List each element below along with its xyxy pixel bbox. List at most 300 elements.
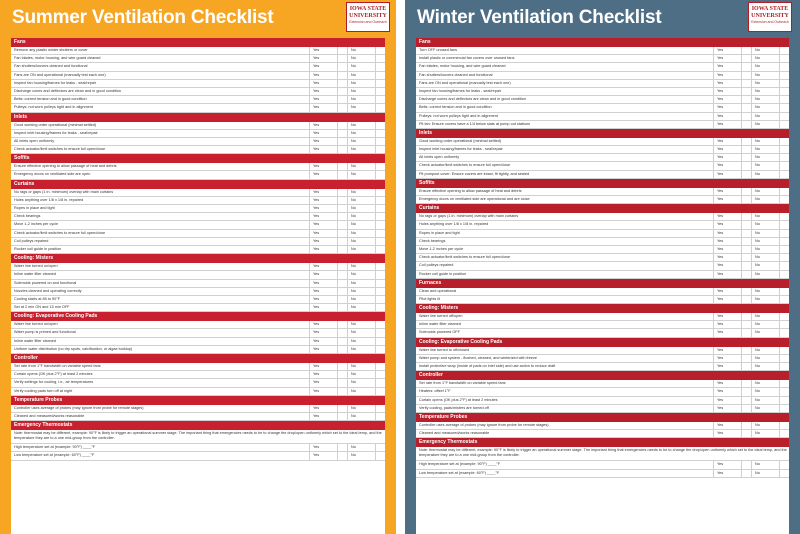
- checklist-item-text: Set rate from 1°F bandwidth on variable speed fans: [14, 364, 101, 368]
- no-checkbox[interactable]: [779, 196, 789, 203]
- yes-checkbox[interactable]: [337, 329, 347, 336]
- no-checkbox[interactable]: [375, 104, 385, 111]
- yes-checkbox[interactable]: [741, 80, 751, 87]
- yes-checkbox[interactable]: [741, 347, 751, 354]
- no-checkbox[interactable]: [375, 197, 385, 204]
- yes-label: Yes: [713, 254, 741, 261]
- no-checkbox[interactable]: [779, 246, 789, 253]
- no-checkbox[interactable]: [375, 72, 385, 79]
- no-checkbox[interactable]: [375, 288, 385, 295]
- checklist-item-text: Cleaned and measured/works reasonable: [14, 413, 85, 418]
- no-checkbox[interactable]: [779, 96, 789, 103]
- yes-label: Yes: [309, 271, 337, 278]
- no-checkbox[interactable]: [779, 113, 789, 120]
- no-checkbox[interactable]: [375, 296, 385, 303]
- section-heading: Fans: [11, 38, 385, 47]
- checklist-item-text: Install protective wrap (inside of pads on inlet side) and use action to reduce draft: [419, 364, 556, 368]
- yes-checkbox[interactable]: [741, 188, 751, 195]
- yes-label: Yes: [713, 113, 741, 120]
- yes-checkbox[interactable]: [337, 163, 347, 170]
- no-checkbox[interactable]: [375, 405, 385, 412]
- yes-checkbox[interactable]: [337, 413, 347, 420]
- checklist-row: [11, 47, 385, 55]
- yes-checkbox[interactable]: [337, 280, 347, 287]
- checklist-item-text: Curtain opens (OK plus 2°F) at least 2 minutes: [419, 397, 498, 402]
- yes-checkbox[interactable]: [337, 189, 347, 196]
- no-label: No: [347, 104, 375, 111]
- no-checkbox[interactable]: [375, 346, 385, 353]
- yes-checkbox[interactable]: [337, 304, 347, 311]
- yes-checkbox[interactable]: [337, 104, 347, 111]
- no-label: No: [347, 130, 375, 137]
- checklist-item-text: Water line turned on/open: [14, 264, 58, 269]
- yes-checkbox[interactable]: [337, 55, 347, 62]
- no-checkbox[interactable]: [779, 63, 789, 70]
- no-checkbox[interactable]: [375, 88, 385, 95]
- checklist-row: [416, 405, 789, 413]
- yes-checkbox[interactable]: [741, 238, 751, 245]
- no-checkbox[interactable]: [779, 388, 789, 395]
- section-heading: Soffits: [11, 154, 385, 163]
- no-checkbox[interactable]: [375, 55, 385, 62]
- yes-checkbox[interactable]: [337, 246, 347, 253]
- no-checkbox[interactable]: [375, 96, 385, 103]
- no-checkbox[interactable]: [779, 397, 789, 404]
- no-checkbox[interactable]: [375, 444, 385, 451]
- checklist-item-text: Holes anything over 1/8 x 1/8 in. repaired: [14, 197, 84, 202]
- no-checkbox[interactable]: [375, 138, 385, 145]
- no-label: No: [347, 96, 375, 103]
- no-checkbox[interactable]: [375, 213, 385, 220]
- checklist-row: [416, 288, 789, 296]
- no-checkbox[interactable]: [779, 230, 789, 237]
- no-label: No: [751, 296, 779, 303]
- no-label: No: [751, 380, 779, 387]
- no-checkbox[interactable]: [779, 104, 789, 111]
- no-label: No: [347, 213, 375, 220]
- no-checkbox[interactable]: [375, 321, 385, 328]
- no-label: No: [347, 63, 375, 70]
- no-checkbox[interactable]: [375, 280, 385, 287]
- yes-label: Yes: [309, 321, 337, 328]
- yes-label: Yes: [309, 363, 337, 370]
- no-checkbox[interactable]: [375, 238, 385, 245]
- no-checkbox[interactable]: [779, 213, 789, 220]
- checklist-item-text: Inspect fan housing/frames for leaks - seal/repair: [419, 88, 502, 93]
- checklist-item-text: Fan shutters/louvers cleaned and functional: [14, 64, 88, 69]
- checklist-item-text: Emergency doors on ventilated side are open: [14, 172, 91, 177]
- no-label: No: [751, 96, 779, 103]
- no-checkbox[interactable]: [779, 80, 789, 87]
- yes-label: Yes: [713, 47, 741, 54]
- checklist-row: [11, 271, 385, 279]
- yes-label: Yes: [309, 304, 337, 311]
- no-checkbox[interactable]: [375, 271, 385, 278]
- checklist-item-text: Pit fan: Ensure covers have a 1/4 below slats at pump out stations: [419, 121, 531, 126]
- yes-checkbox[interactable]: [337, 452, 347, 459]
- yes-checkbox[interactable]: [337, 96, 347, 103]
- no-checkbox[interactable]: [779, 405, 789, 412]
- no-label: No: [751, 171, 779, 178]
- checklist-row: [11, 405, 385, 413]
- no-checkbox[interactable]: [779, 146, 789, 153]
- no-checkbox[interactable]: [779, 329, 789, 336]
- yes-checkbox[interactable]: [741, 138, 751, 145]
- checklist-row: [416, 262, 789, 270]
- yes-checkbox[interactable]: [337, 363, 347, 370]
- yes-label: Yes: [309, 96, 337, 103]
- yes-checkbox[interactable]: [741, 254, 751, 261]
- yes-checkbox[interactable]: [337, 321, 347, 328]
- no-checkbox[interactable]: [375, 63, 385, 70]
- yes-checkbox[interactable]: [337, 271, 347, 278]
- no-label: No: [347, 321, 375, 328]
- note-text: Note: thermostat may be different, example: 90°F is likely to trigger an operational summer stage. The important thing that emergencies needs to be to change the drop/open uniformly which set to the ideal temp, and the temperature they are to a one mid-group from the controller.: [419, 448, 787, 457]
- no-checkbox[interactable]: [779, 347, 789, 354]
- no-checkbox[interactable]: [779, 138, 789, 145]
- no-label: No: [347, 388, 375, 395]
- checklist-item-text: Solenoids powered OFF: [419, 330, 460, 335]
- checklist-row: [11, 63, 385, 71]
- checklist-row: [416, 55, 789, 63]
- yes-checkbox[interactable]: [741, 461, 751, 468]
- checklist-row: [416, 113, 789, 121]
- no-label: No: [347, 379, 375, 386]
- no-label: No: [347, 371, 375, 378]
- checklist-row: [11, 55, 385, 63]
- yes-checkbox[interactable]: [337, 296, 347, 303]
- checklist-item-text: Turn OFF unused fans: [419, 48, 458, 52]
- no-label: No: [751, 288, 779, 295]
- yes-checkbox[interactable]: [741, 96, 751, 103]
- yes-checkbox[interactable]: [337, 379, 347, 386]
- checklist-row: [416, 380, 789, 388]
- no-label: No: [751, 80, 779, 87]
- yes-checkbox[interactable]: [337, 444, 347, 451]
- yes-label: Yes: [713, 188, 741, 195]
- no-checkbox[interactable]: [375, 47, 385, 54]
- section-heading: Curtains: [11, 180, 385, 189]
- checklist-item-text: Inline water filter cleaned: [419, 322, 461, 327]
- yes-label: Yes: [309, 379, 337, 386]
- checklist-row: [11, 296, 385, 304]
- yes-label: Yes: [309, 205, 337, 212]
- yes-checkbox[interactable]: [337, 230, 347, 237]
- yes-checkbox[interactable]: [741, 329, 751, 336]
- no-checkbox[interactable]: [375, 130, 385, 137]
- yes-checkbox[interactable]: [337, 238, 347, 245]
- checklist-row: [416, 397, 789, 405]
- no-checkbox[interactable]: [779, 171, 789, 178]
- winter-checklist-page: [405, 0, 800, 534]
- no-label: No: [751, 347, 779, 354]
- no-checkbox[interactable]: [779, 72, 789, 79]
- yes-label: Yes: [713, 196, 741, 203]
- yes-checkbox[interactable]: [337, 122, 347, 129]
- no-checkbox[interactable]: [779, 313, 789, 320]
- no-checkbox[interactable]: [779, 162, 789, 169]
- yes-checkbox[interactable]: [337, 221, 347, 228]
- checklist-row: [11, 130, 385, 138]
- checklist-row: [11, 371, 385, 379]
- yes-checkbox[interactable]: [337, 388, 347, 395]
- no-checkbox[interactable]: [779, 238, 789, 245]
- yes-checkbox[interactable]: [741, 313, 751, 320]
- yes-checkbox[interactable]: [337, 146, 347, 153]
- checklist-row: [416, 138, 789, 146]
- checklist-item-text: Coil pulleys repaired: [419, 263, 454, 268]
- yes-label: Yes: [713, 121, 741, 128]
- yes-checkbox[interactable]: [741, 230, 751, 237]
- no-label: No: [751, 262, 779, 269]
- yes-checkbox[interactable]: [741, 154, 751, 161]
- no-checkbox[interactable]: [779, 470, 789, 477]
- no-checkbox[interactable]: [779, 321, 789, 328]
- yes-checkbox[interactable]: [741, 104, 751, 111]
- checklist-row: [416, 321, 789, 329]
- no-checkbox[interactable]: [375, 246, 385, 253]
- yes-checkbox[interactable]: [337, 130, 347, 137]
- yes-label: Yes: [309, 221, 337, 228]
- yes-checkbox[interactable]: [741, 72, 751, 79]
- yes-checkbox[interactable]: [741, 88, 751, 95]
- checklist-item-text: Controller uses average of probes (may ignore from probe for remote stages): [14, 405, 144, 410]
- section-heading: Temperature Probes: [416, 413, 789, 422]
- yes-label: Yes: [713, 88, 741, 95]
- checklist-item-text: Belts: correct tension and in good condition: [14, 97, 87, 102]
- checklist-item-text: Fans are ON and operational (manually test each one): [419, 80, 511, 85]
- checklist-row: [416, 80, 789, 88]
- section-heading: Inlets: [11, 113, 385, 122]
- yes-label: Yes: [713, 213, 741, 220]
- yes-checkbox[interactable]: [741, 213, 751, 220]
- checklist-row: [416, 430, 789, 438]
- yes-checkbox[interactable]: [741, 470, 751, 477]
- checklist-item-text: All inlets open uniformly: [419, 155, 460, 160]
- yes-checkbox[interactable]: [337, 346, 347, 353]
- no-checkbox[interactable]: [375, 163, 385, 170]
- checklist-item-text: Heaters: offset 1°F: [419, 389, 451, 394]
- checklist-row: [416, 146, 789, 154]
- no-checkbox[interactable]: [375, 171, 385, 178]
- yes-checkbox[interactable]: [741, 288, 751, 295]
- yes-checkbox[interactable]: [741, 388, 751, 395]
- no-checkbox[interactable]: [375, 329, 385, 336]
- no-label: No: [751, 271, 779, 278]
- no-checkbox[interactable]: [375, 263, 385, 270]
- checklist-item-text: Water line turned off/open: [419, 314, 463, 319]
- no-checkbox[interactable]: [779, 88, 789, 95]
- checklist-row: [416, 254, 789, 262]
- yes-label: Yes: [713, 262, 741, 269]
- yes-label: Yes: [309, 329, 337, 336]
- no-checkbox[interactable]: [375, 230, 385, 237]
- no-label: No: [347, 304, 375, 311]
- no-label: No: [751, 405, 779, 412]
- checklist-row: [11, 122, 385, 130]
- yes-label: Yes: [309, 452, 337, 459]
- checklist-item-text: Ropes in place and tight: [14, 206, 55, 210]
- yes-checkbox[interactable]: [741, 380, 751, 387]
- no-label: No: [751, 213, 779, 220]
- checklist-row: [416, 422, 789, 430]
- checklist-row: [416, 470, 789, 478]
- no-checkbox[interactable]: [375, 189, 385, 196]
- logo-line: IOWA STATE: [751, 6, 789, 12]
- no-label: No: [347, 171, 375, 178]
- yes-checkbox[interactable]: [741, 121, 751, 128]
- no-checkbox[interactable]: [375, 371, 385, 378]
- yes-checkbox[interactable]: [337, 338, 347, 345]
- no-checkbox[interactable]: [375, 80, 385, 87]
- yes-checkbox[interactable]: [741, 47, 751, 54]
- no-checkbox[interactable]: [779, 355, 789, 362]
- section-heading: Fans: [416, 38, 789, 47]
- no-checkbox[interactable]: [779, 55, 789, 62]
- no-checkbox[interactable]: [779, 296, 789, 303]
- yes-checkbox[interactable]: [741, 271, 751, 278]
- no-checkbox[interactable]: [779, 380, 789, 387]
- no-checkbox[interactable]: [375, 363, 385, 370]
- section-note: [11, 430, 385, 444]
- no-checkbox[interactable]: [779, 422, 789, 429]
- no-checkbox[interactable]: [779, 121, 789, 128]
- checklist-item-text: Clean and operational: [419, 288, 457, 293]
- yes-checkbox[interactable]: [741, 397, 751, 404]
- yes-checkbox[interactable]: [741, 63, 751, 70]
- checklist-row: [416, 63, 789, 71]
- no-checkbox[interactable]: [375, 122, 385, 129]
- yes-label: Yes: [713, 171, 741, 178]
- no-checkbox[interactable]: [779, 461, 789, 468]
- checklist-item-text: Discharge cones and deflectors are clean and in good condition: [419, 97, 527, 102]
- yes-label: Yes: [713, 221, 741, 228]
- yes-checkbox[interactable]: [337, 63, 347, 70]
- yes-label: Yes: [713, 55, 741, 62]
- checklist-row: [416, 162, 789, 170]
- no-checkbox[interactable]: [779, 254, 789, 261]
- yes-checkbox[interactable]: [337, 197, 347, 204]
- no-checkbox[interactable]: [375, 146, 385, 153]
- yes-checkbox[interactable]: [337, 371, 347, 378]
- no-checkbox[interactable]: [779, 271, 789, 278]
- no-checkbox[interactable]: [779, 288, 789, 295]
- no-checkbox[interactable]: [375, 452, 385, 459]
- no-label: No: [751, 104, 779, 111]
- yes-checkbox[interactable]: [337, 47, 347, 54]
- yes-checkbox[interactable]: [337, 288, 347, 295]
- checklist-row: [416, 88, 789, 96]
- yes-label: Yes: [713, 422, 741, 429]
- page-title: Summer Ventilation Checklist: [12, 7, 274, 28]
- checklist-row: [11, 80, 385, 88]
- yes-checkbox[interactable]: [337, 205, 347, 212]
- yes-label: Yes: [309, 213, 337, 220]
- checklist-row: [11, 197, 385, 205]
- checklist-item-text: Install plastic or commercial fan covers over unused fans: [419, 56, 515, 61]
- yes-label: Yes: [713, 146, 741, 153]
- yes-checkbox[interactable]: [741, 196, 751, 203]
- yes-checkbox[interactable]: [741, 363, 751, 370]
- yes-checkbox[interactable]: [741, 430, 751, 437]
- no-checkbox[interactable]: [375, 379, 385, 386]
- checklist-item-text: Fans are ON and operational (manually test each one): [14, 72, 106, 77]
- no-checkbox[interactable]: [779, 221, 789, 228]
- logo-line: Extension and Outreach: [349, 20, 387, 24]
- no-label: No: [751, 72, 779, 79]
- yes-label: Yes: [309, 280, 337, 287]
- no-checkbox[interactable]: [779, 262, 789, 269]
- yes-checkbox[interactable]: [741, 405, 751, 412]
- no-checkbox[interactable]: [375, 205, 385, 212]
- yes-checkbox[interactable]: [741, 321, 751, 328]
- yes-checkbox[interactable]: [337, 80, 347, 87]
- no-checkbox[interactable]: [375, 413, 385, 420]
- no-label: No: [751, 461, 779, 468]
- yes-label: Yes: [309, 246, 337, 253]
- no-checkbox[interactable]: [375, 304, 385, 311]
- university-logo: [748, 2, 792, 32]
- yes-checkbox[interactable]: [337, 263, 347, 270]
- yes-checkbox[interactable]: [741, 262, 751, 269]
- yes-checkbox[interactable]: [337, 405, 347, 412]
- no-label: No: [347, 444, 375, 451]
- no-checkbox[interactable]: [779, 188, 789, 195]
- yes-checkbox[interactable]: [741, 246, 751, 253]
- no-checkbox[interactable]: [779, 47, 789, 54]
- no-checkbox[interactable]: [779, 363, 789, 370]
- checklist-item-text: Water line turned on/open: [14, 322, 58, 327]
- no-label: No: [751, 430, 779, 437]
- yes-label: Yes: [309, 146, 337, 153]
- yes-label: Yes: [713, 288, 741, 295]
- no-checkbox[interactable]: [375, 338, 385, 345]
- yes-checkbox[interactable]: [337, 72, 347, 79]
- section-heading: Curtains: [416, 204, 789, 213]
- yes-checkbox[interactable]: [741, 221, 751, 228]
- yes-checkbox[interactable]: [741, 355, 751, 362]
- no-checkbox[interactable]: [375, 388, 385, 395]
- yes-checkbox[interactable]: [337, 171, 347, 178]
- yes-checkbox[interactable]: [741, 55, 751, 62]
- yes-checkbox[interactable]: [741, 171, 751, 178]
- checklist-row: [11, 329, 385, 337]
- yes-label: Yes: [309, 55, 337, 62]
- yes-label: Yes: [309, 171, 337, 178]
- yes-checkbox[interactable]: [741, 113, 751, 120]
- logo-line: UNIVERSITY: [751, 13, 789, 19]
- section-heading: Cooling: Evaporative Cooling Pads: [416, 338, 789, 347]
- yes-checkbox[interactable]: [741, 146, 751, 153]
- no-label: No: [347, 47, 375, 54]
- checklist-row: [416, 238, 789, 246]
- yes-label: Yes: [713, 154, 741, 161]
- yes-checkbox[interactable]: [741, 296, 751, 303]
- yes-label: Yes: [713, 355, 741, 362]
- yes-label: Yes: [309, 197, 337, 204]
- yes-checkbox[interactable]: [741, 162, 751, 169]
- yes-checkbox[interactable]: [337, 213, 347, 220]
- yes-checkbox[interactable]: [337, 138, 347, 145]
- yes-checkbox[interactable]: [337, 88, 347, 95]
- checklist-item-text: Cooling starts at 85 to 90°F: [14, 296, 61, 301]
- no-checkbox[interactable]: [375, 221, 385, 228]
- yes-checkbox[interactable]: [741, 422, 751, 429]
- no-checkbox[interactable]: [779, 430, 789, 437]
- yes-label: Yes: [309, 63, 337, 70]
- checklist-item-text: Check actuator/limit switches to ensure full open/close: [14, 230, 106, 235]
- no-checkbox[interactable]: [779, 154, 789, 161]
